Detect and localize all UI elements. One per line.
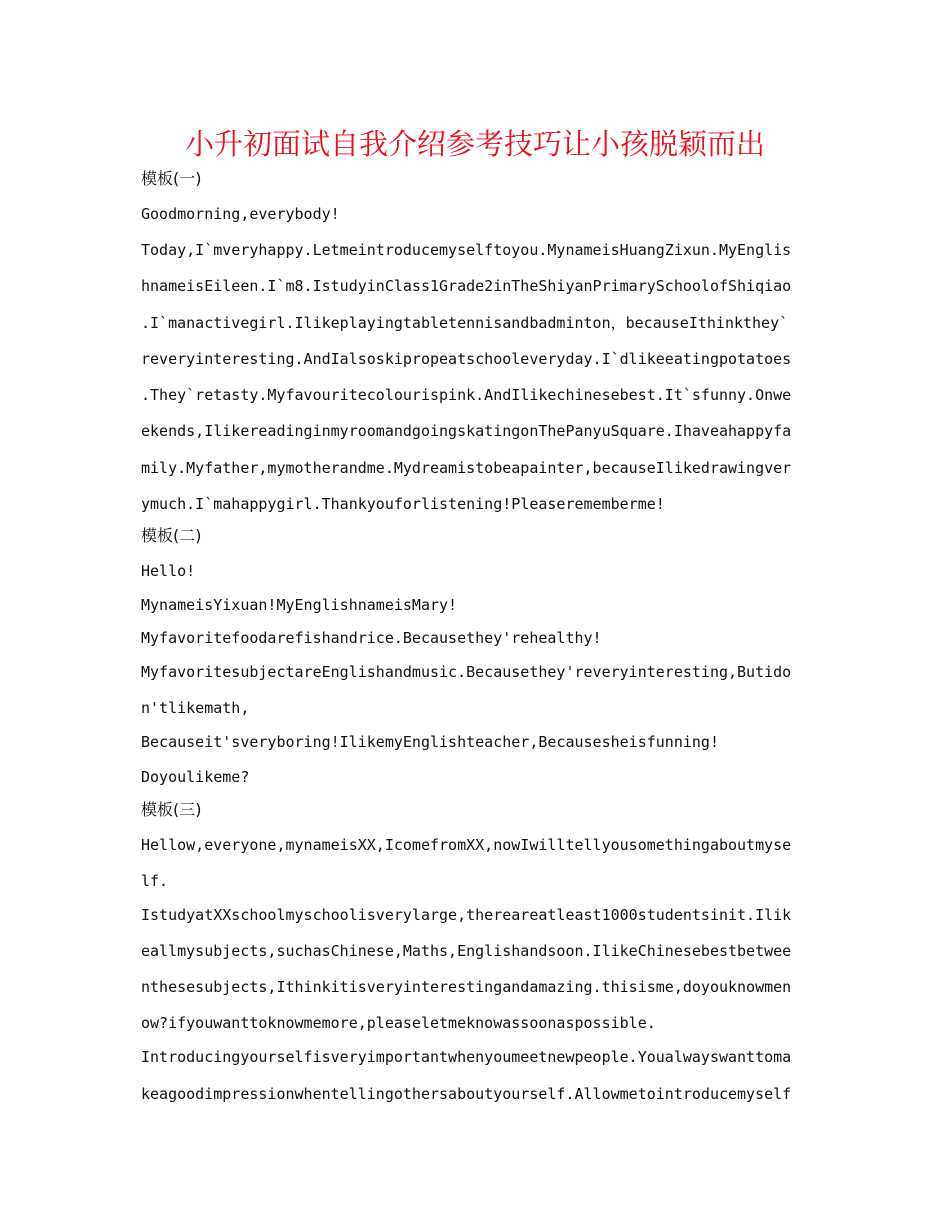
text-line: mily.Myfather,mymotherandme.Mydreamistobeapainter,becauseIlikedrawingver xyxy=(141,459,792,477)
text-line: MyfavoritesubjectareEnglishandmusic.Becausethey'reveryinteresting,Butido xyxy=(141,663,792,681)
text-line: .I`manactivegirl.Ilikeplayingtabletennisandbadminton，becauseIthinkthey` xyxy=(141,314,789,332)
text-line: Hello! xyxy=(141,562,196,580)
text-line: ow?ifyouwanttoknowmemore,pleaseletmeknowassoonaspossible. xyxy=(141,1014,656,1032)
text-line: .They`retasty.Myfavouritecolourispink.AndIlikechinesebest.It`sfunny.Onwe xyxy=(141,386,792,404)
text-line: Myfavoritefoodarefishandrice.Becausethey'rehealthy! xyxy=(141,629,602,647)
text-line: Becauseit'sveryboring!IlikemyEnglishteacher,Becausesheisfunning! xyxy=(141,733,719,751)
text-line: nthesesubjects,Ithinkitisveryinterestingandamazing.thisisme,doyouknowmen xyxy=(141,978,792,996)
text-line: Goodmorning,everybody! xyxy=(141,205,340,223)
text-line: hnameisEileen.I`m8.IstudyinClass1Grade2inTheShiyanPrimarySchoolofShiqiao xyxy=(141,277,792,295)
text-line: IstudyatXXschoolmyschoolisverylarge,thereareatleast1000studentsinit.Ilik xyxy=(141,906,792,924)
text-line: ymuch.I`mahappygirl.Thankyouforlistening!Pleaserememberme! xyxy=(141,495,665,513)
section-heading-2: 模板(二) xyxy=(141,526,202,545)
text-line: keagoodimpressionwhentellingothersaboutyourself.Allowmetointroducemyself xyxy=(141,1085,792,1103)
section-heading-1: 模板(一) xyxy=(141,169,202,188)
text-line: Introducingyourselfisveryimportantwhenyoumeetnewpeople.Youalwayswanttoma xyxy=(141,1048,792,1066)
document-title: 小升初面试自我介绍参考技巧让小孩脱颖而出 xyxy=(184,127,765,161)
text-line: n'tlikemath, xyxy=(141,699,250,717)
text-line: ekends,IlikereadinginmyroomandgoingskatingonThePanyuSquare.Ihaveahappyfa xyxy=(141,422,792,440)
section-heading-3: 模板(三) xyxy=(141,800,202,819)
text-line: reveryinteresting.AndIalsoskipropeatschooleveryday.I`dlikeeatingpotatoes xyxy=(141,350,792,368)
text-line: lf. xyxy=(141,872,169,890)
text-line: MynameisYixuan!MyEnglishnameisMary! xyxy=(141,596,458,614)
text-line: eallmysubjects,suchasChinese,Maths,Englishandsoon.IlikeChinesebestbetwee xyxy=(141,942,792,960)
text-line: Doyoulikeme? xyxy=(141,768,250,786)
text-line: Hellow,everyone,mynameisXX,IcomefromXX,nowIwilltellyousomethingaboutmyse xyxy=(141,836,792,854)
text-line: Today,I`mveryhappy.Letmeintroducemyselftoyou.MynameisHuangZixun.MyEnglis xyxy=(141,241,792,259)
